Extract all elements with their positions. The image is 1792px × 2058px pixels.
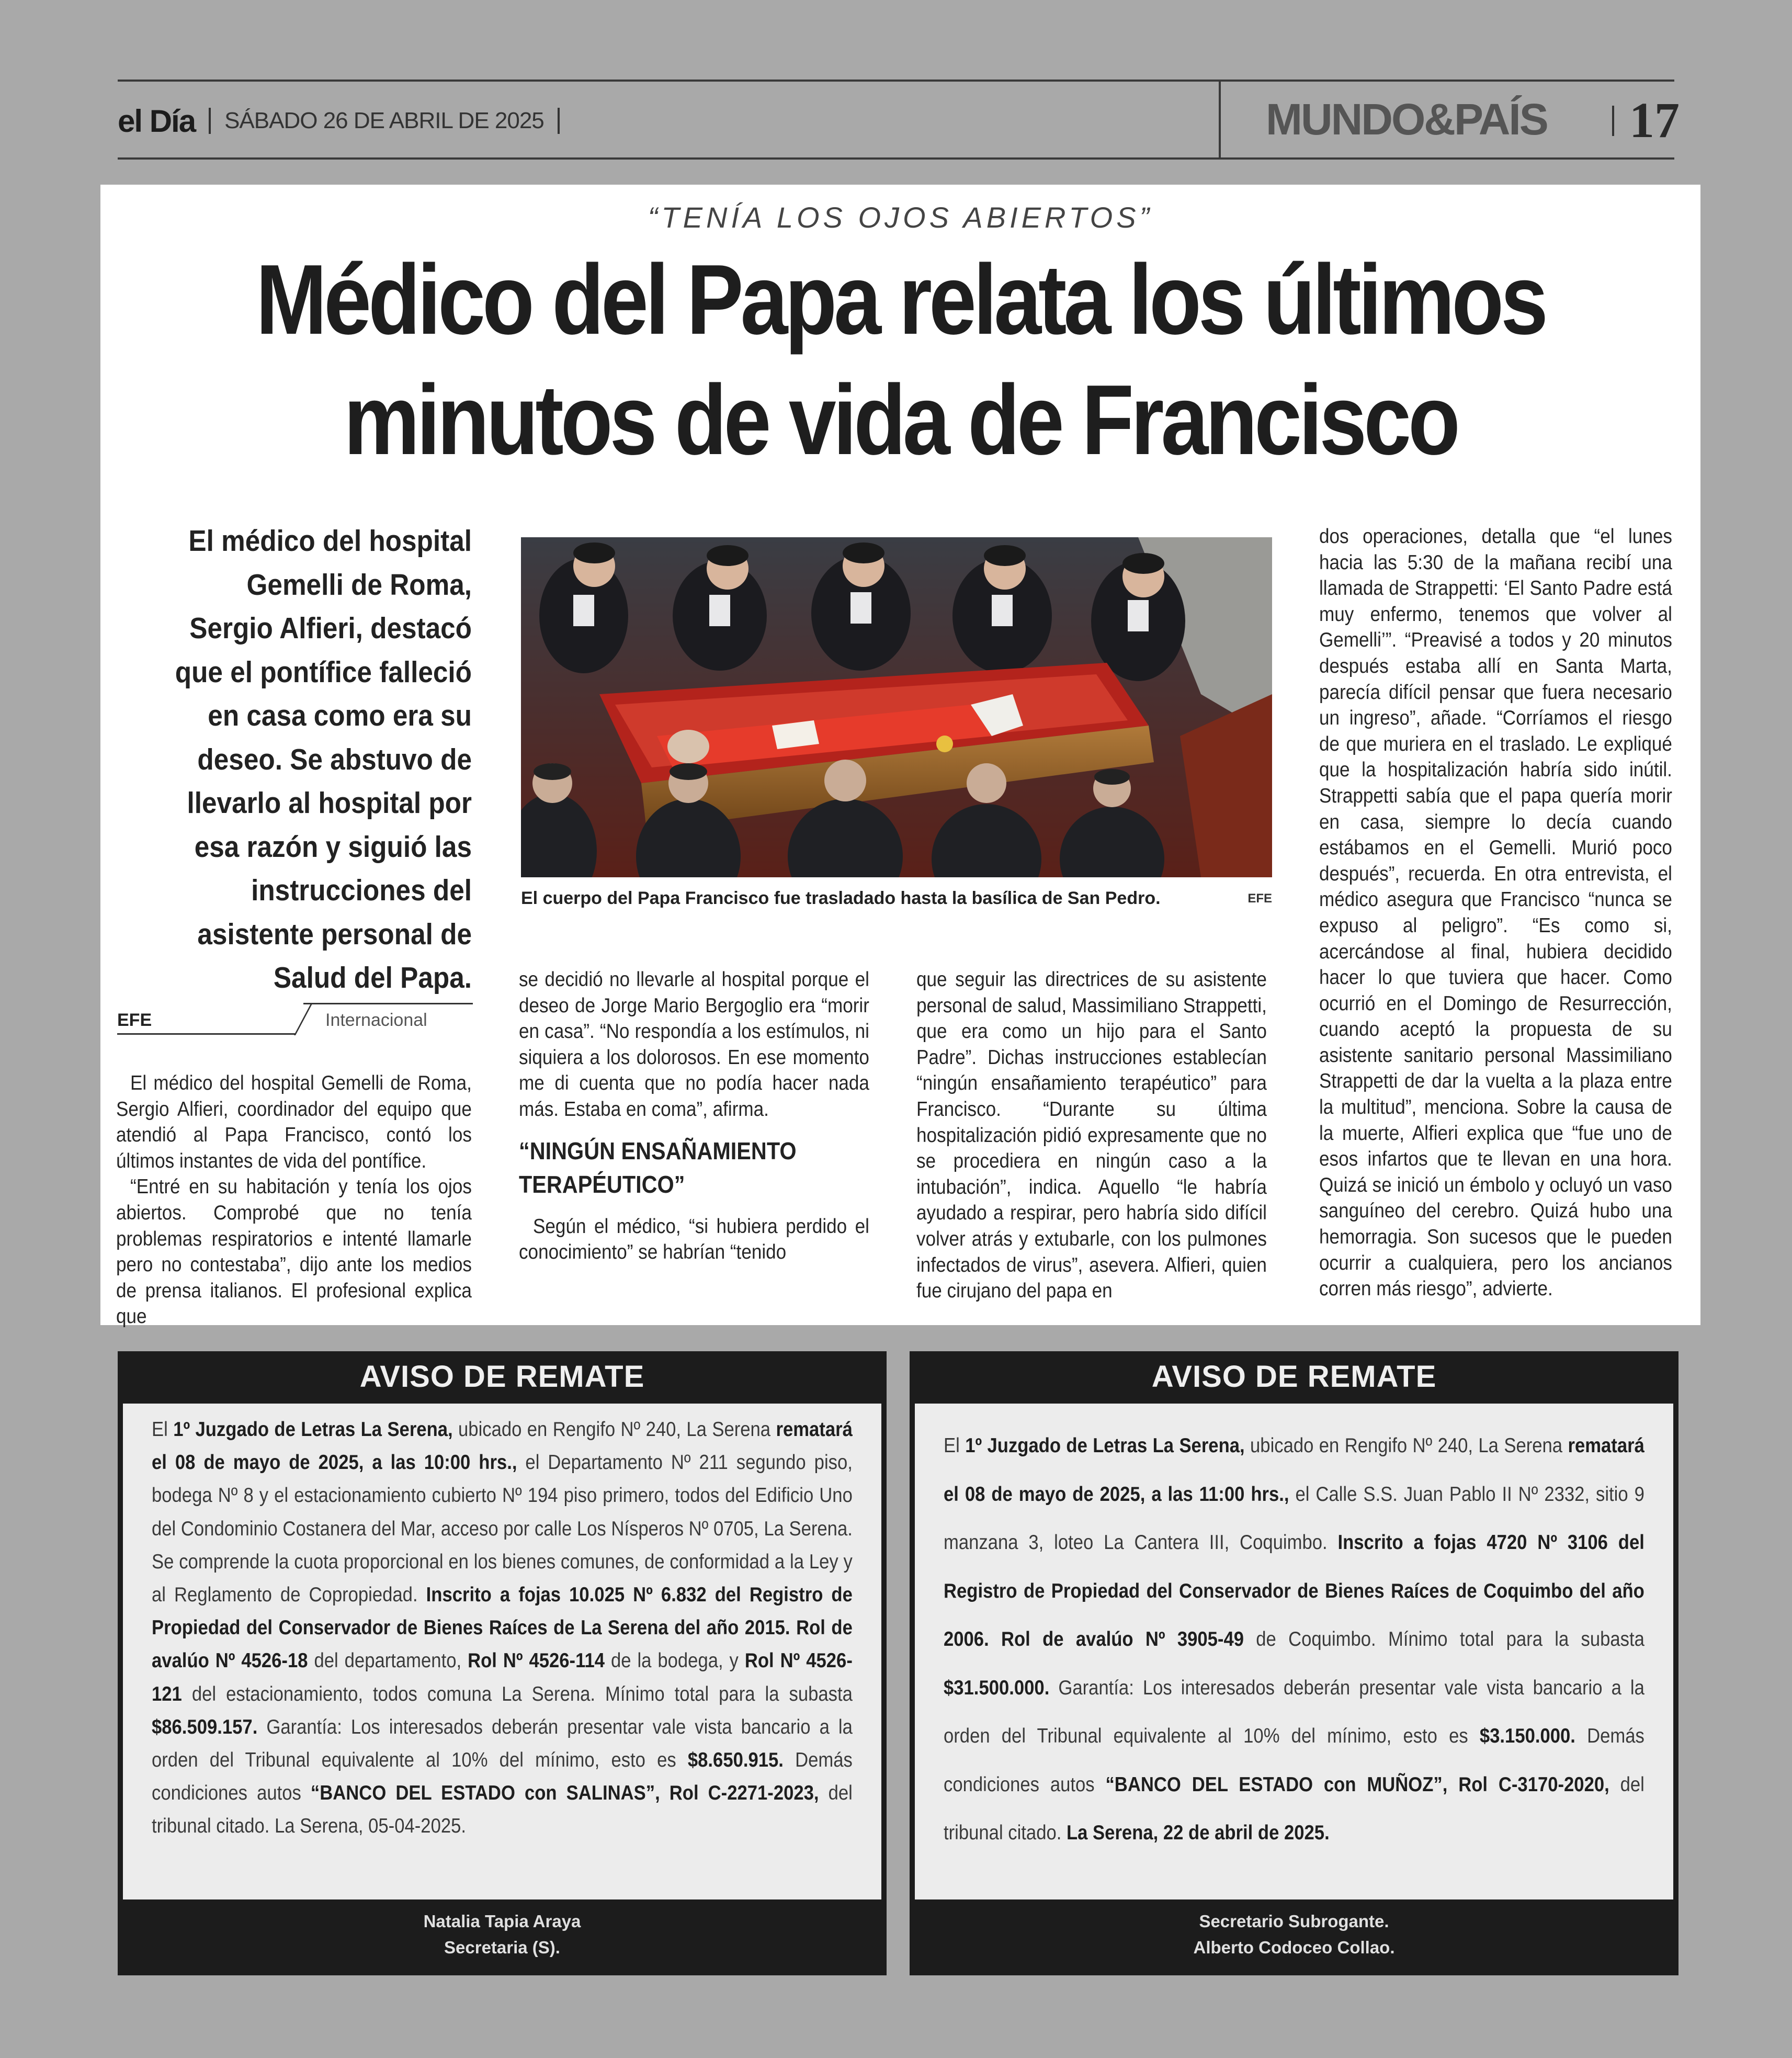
article-headline <box>212 240 1589 480</box>
header-rule-bottom <box>118 157 1674 160</box>
photo-caption-text: El cuerpo del Papa Francisco fue trasladado hasta la basílica de San Pedro. <box>521 888 1161 908</box>
paragraph: dos operaciones, detalla que “el lunes hacia las 5:30 de la mañana recibí una llamada de Strappetti: ‘El Santo Padre está muy enfermo, tenemos que volver al Gemelli’”. “Preavisé a todos y 20 minutos después estaba allí en Santa Marta, parecía difícil pensar que fuera necesario un ingreso”, añade. “Corríamos el riesgo de que muriera en el traslado. Le expliqué que la hospitalización habría sido inútil. Strappetti sabía que el papa quería morir en casa, siempre lo decía cuando estábamos en el Gemelli. Murió poco después”, recuerda. En otra entrevista, el médico asegura que Francisco “nunca se expuso al peligro”. “Es como si, acercándose al final, hubiera decidido hacer lo que tuviera que hacer. Como ocurrió en el Domingo de Resurrección, cuando aceptó la propuesta de su asistente sanitario personal Massimiliano Strappetti de dar la vuelta a la plaza entre la multitud”, menciona. Sobre la causa de la muerte, Alfieri explica que “fue uno de esos infartos que te llevan en una hora. Quizá se inició un émbolo y ocluyó un vaso sanguíneo del cerebro. Quizá hubo una hemorragia. Son sucesos que le pueden ocurrir a cualquiera, pero los ancianos corren más riesgo”, advierte. <box>1319 525 1672 1301</box>
paragraph: se decidió no llevarle al hospital porque el deseo de Jorge Mario Bergoglio era “morir en casa”. “No respondía a los estímulos, ni siquiera a los dolorosos. En ese momento me di cuenta que no podía hacer nada más. Estaba en coma”, afirma. <box>519 968 869 1121</box>
tag-rule <box>303 1003 473 1004</box>
notice-text: El 1º Juzgado de Letras La Serena, ubicado en Rengifo Nº 240, La Serena rematará el 08 de mayo de 2025, a las 10:00 hrs., el Departamento Nº 211 segundo piso, bodega Nº 8 y el estacionamiento cubierto Nº 194 piso primero, todos del Edificio Uno del Condominio Costanera del Mar, acceso por calle Los Nísperos Nº 0705, La Serena. Se comprende la cuota proporcional en los bienes comunes, de conformidad a la Ley y al Reglamento de Copropiedad. Inscrito a fojas 10.025 Nº 6.832 del Registro de Propiedad del Conservador de Bienes Raíces de La Serena del año 2015. Rol de avalúo Nº 4526-18 del departamento, Rol Nº 4526-114 de la bodega, y Rol Nº 4526-121 del estacionamiento, todos comuna La Serena. Mínimo total para la subasta $86.509.157. Garantía: Los interesados deberán presentar vale vista bancario a la orden del Tribunal equivalente al 10% del mínimo, esto es $8.650.915. Demás condiciones autos “BANCO DEL ESTADO con SALINAS”, Rol C-2271-2023, del tribunal citado. La Serena, 05-04-2025. <box>152 1418 853 1838</box>
issue-date: SÁBADO 26 DE ABRIL DE 2025 <box>224 108 544 133</box>
byline-tag <box>117 1001 473 1037</box>
tag-slash <box>294 1003 313 1035</box>
photo-credit: EFE <box>1247 891 1272 906</box>
article-column-4 <box>1319 524 1672 1302</box>
article-photo <box>521 537 1272 877</box>
article-kicker: “TENÍA LOS OJOS ABIERTOS” <box>648 201 1153 234</box>
page-header <box>118 80 1680 160</box>
auction-notice-left <box>118 1351 887 1975</box>
paragraph: Según el médico, “si hubiera perdido el conocimiento” se habrían “tenido <box>519 1215 869 1264</box>
notice-signature <box>910 1908 1678 1961</box>
paragraph: que seguir las directrices de su asistente personal de salud, Massimiliano Strappetti, que era como un hijo para el Santo Padre”. Dichas instrucciones establecían “ningún ensañamiento terapéutico” para Francisco. “Durante su última hospitalización pidió expresamente que no se procediera en ningún caso a la intubación”, indica. Aquello “le habría ayudado a respirar, pero habría sido difícil volver atrás y extubarle, con los pulmones infectados de virus”, asevera. Alfieri, quien fue cirujano del papa en <box>916 968 1267 1303</box>
header-divider <box>1219 80 1221 160</box>
signature-line-1: Secretario Subrogante. <box>1199 1912 1389 1931</box>
paragraph: El médico del hospital Gemelli de Roma, Sergio Alfieri, coordinador del equipo que atendió al Papa Francisco, contó los últimos instantes de vida del pontífice. <box>116 1072 472 1172</box>
notice-title: AVISO DE REMATE <box>359 1360 645 1394</box>
notice-text: El 1º Juzgado de Letras La Serena, ubicado en Rengifo Nº 240, La Serena rematará el 08 de mayo de 2025, a las 11:00 hrs., el Calle S.S. Juan Pablo II Nº 2332, sitio 9 manzana 3, loteo La Cantera III, Coquimbo. Inscrito a fojas 4720 Nº 3106 del Registro de Propiedad del Conservador de Bienes Raíces de Coquimbo del año 2006. Rol de avalúo Nº 3905-49 de Coquimbo. Mínimo total para la subasta $31.500.000. Garantía: Los interesados deberán presentar vale vista bancario a la orden del Tribunal equivalente al 10% del mínimo, esto es $3.150.000. Demás condiciones autos “BANCO DEL ESTADO con MUÑOZ”, Rol C-3170-2020, del tribunal citado. La Serena, 22 de abril de 2025. <box>944 1434 1644 1844</box>
article-panel <box>100 185 1700 1328</box>
notice-body <box>123 1404 881 1899</box>
header-left <box>118 103 560 139</box>
category-label: Internacional <box>325 1010 427 1030</box>
article-lead: El médico del hospital Gemelli de Roma, Sergio Alfieri, destacó que el pontífice falleció en casa como era su deseo. Se abstuvo de llevarlo al hospital por esa razón y siguió las instrucciones del asistente personal de Salud del Papa. <box>175 524 472 994</box>
header-rule-top <box>118 80 1674 82</box>
signature-line-2: Alberto Codoceo Collao. <box>1193 1938 1395 1957</box>
tag-rule <box>117 1033 295 1035</box>
article-column-2 <box>519 967 869 1265</box>
paragraph: “Entré en su habitación y tenía los ojos abiertos. Comprobé que no tenía problemas respiratorios e intenté llamarle pero no contestaba”, dijo ante los medios de prensa italianos. El profesional explica que <box>116 1175 472 1328</box>
notice-signature <box>118 1908 887 1961</box>
headline-line-2: minutos de vida de Francisco <box>344 365 1457 476</box>
notice-title: AVISO DE REMATE <box>1151 1360 1437 1394</box>
photo-caption <box>521 888 1272 909</box>
auction-notice-right <box>910 1351 1678 1975</box>
header-bar <box>558 108 560 134</box>
signature-line-2: Secretaria (S). <box>444 1938 560 1957</box>
article-column-3 <box>916 967 1267 1304</box>
notice-body <box>915 1404 1673 1899</box>
header-bar <box>209 108 211 134</box>
page-number-bar <box>1612 106 1614 136</box>
signature-line-1: Natalia Tapia Araya <box>423 1912 581 1931</box>
newspaper-logo: el Día <box>118 103 196 139</box>
pope-casket-illustration <box>521 537 1272 877</box>
section-name: MUNDO&PAÍS <box>1266 95 1547 144</box>
page-number: 17 <box>1629 92 1680 148</box>
headline-line-1: Médico del Papa relata los últimos <box>256 244 1545 355</box>
article-column-1 <box>116 1070 472 1330</box>
agency-label: EFE <box>117 1010 152 1030</box>
article-subhead: “NINGÚN ENSAÑAMIENTO TERAPÉUTICO” <box>519 1137 797 1198</box>
